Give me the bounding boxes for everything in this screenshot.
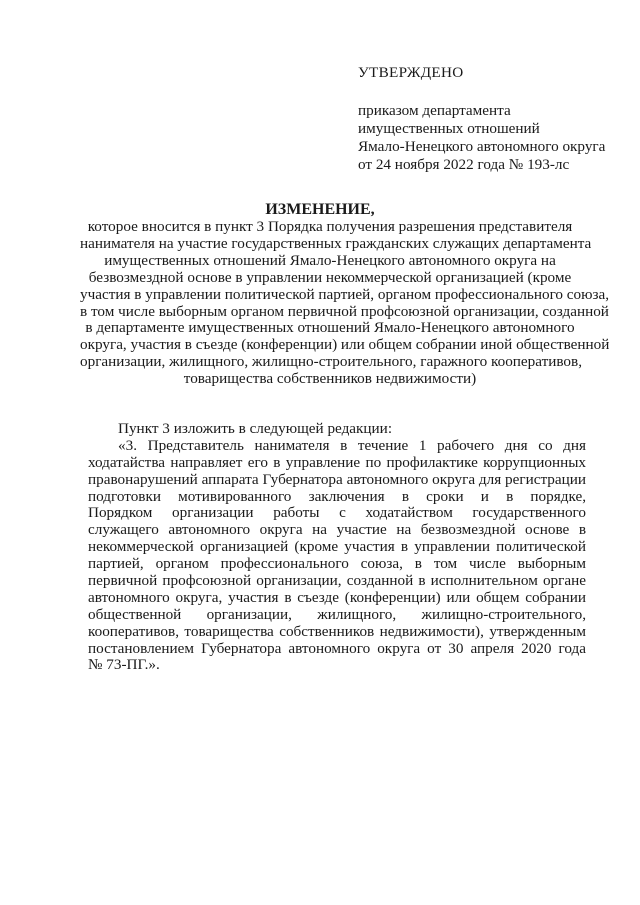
document-body (88, 421, 586, 674)
subtitle-line: нанимателя на участие государственных гражданских служащих департамента (80, 234, 592, 252)
body-line: ходатайства направляет его в управление по профилактике коррупционных (88, 454, 586, 471)
subtitle-line: в департаменте имущественных отношений Ямало-Ненецкого автономного (85, 319, 575, 337)
body-line: автономного округа, участия в съезде (конференции) или общем собрании (88, 589, 586, 606)
approval-line: приказом департамента (358, 102, 511, 119)
body-line: кооперативов, товарищества собственников недвижимости), утвержденным (88, 623, 586, 640)
body-line: «3. Представитель нанимателя в течение 1 рабочего дня со дня (118, 437, 586, 454)
body-line: служащего автономного округа на участие на безвозмездной основе в (88, 522, 586, 539)
body-line: некоммерческой организацией (кроме участия в управлении политической (88, 539, 586, 556)
subtitle-line: участия в управлении политической партией, органом профессионального союза, (80, 285, 610, 303)
intro-paragraph: Пункт 3 изложить в следующей редакции: (118, 421, 393, 437)
body-line: № 73-ПГ.». (88, 657, 160, 674)
body-line: правонарушений аппарата Губернатора автономного округа для регистрации (88, 471, 586, 488)
approval-line: от 24 ноября 2022 года № 193-лс (358, 156, 570, 173)
subtitle-line: в том числе выборным органом первичной профсоюзной организации, созданной (80, 302, 609, 320)
body-line: подготовки мотивированного заключения в сроки и в порядке, (88, 488, 586, 505)
approval-heading: УТВЕРЖДЕНО (358, 64, 464, 81)
body-line: общественной организации, жилищного, жилищно-строительного, (88, 606, 586, 623)
approval-stamp (358, 64, 605, 174)
subtitle-line: безвозмездной основе в управлении некоммерческой организацией (кроме (88, 268, 572, 286)
body-line: Порядком организации работы с ходатайством государственного (88, 505, 586, 522)
document-title: ИЗМЕНЕНИЕ, (265, 201, 375, 218)
body-line: первичной профсоюзной организации, созданной в исполнительном органе (88, 573, 586, 590)
document-subtitle (80, 218, 610, 388)
subtitle-line: организации, жилищного, жилищно-строительного, гаражного кооперативов, (80, 353, 582, 371)
body-line: постановлением Губернатора автономного округа от 30 апреля 2020 года (88, 640, 586, 657)
subtitle-line: имущественных отношений Ямало-Ненецкого автономного округа на (104, 251, 556, 269)
subtitle-line: товарищества собственников недвижимости) (183, 370, 477, 388)
approval-line: Ямало-Ненецкого автономного округа (358, 138, 606, 155)
approval-line: имущественных отношений (358, 120, 540, 137)
subtitle-line: которое вносится в пункт 3 Порядка получения разрешения представителя (87, 218, 573, 235)
subtitle-line: округа, участия в съезде (конференции) или общем собрании иной общественной (80, 336, 610, 354)
body-line: партией, органом профессионального союза, в том числе выборным (88, 556, 586, 573)
